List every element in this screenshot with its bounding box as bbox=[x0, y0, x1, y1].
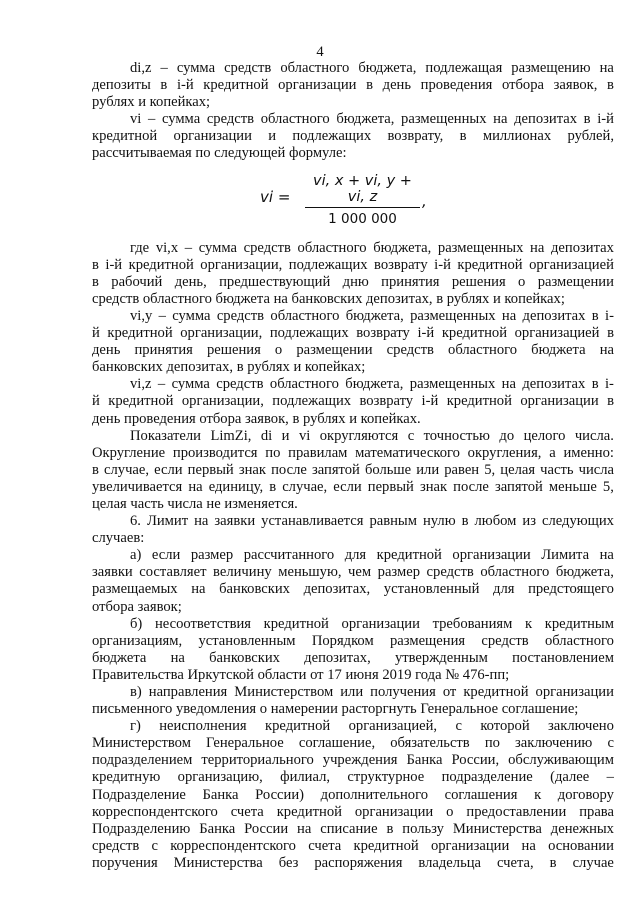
paragraph-item-6 bbox=[92, 513, 614, 547]
formula-vi bbox=[92, 168, 614, 232]
text-line: организациям, установленным Порядком размещения средств областного bbox=[92, 632, 614, 649]
formula-fraction bbox=[305, 173, 420, 227]
text-line: vi,y – сумма средств областного бюджета, размещенных на депозитах в i- bbox=[130, 307, 614, 324]
text-line: корреспондентского счета кредитной организации о предоставлении права bbox=[92, 803, 614, 820]
text-line: день проведения отбора заявок, в рублях и копейках. bbox=[92, 410, 421, 427]
paragraph-rounding bbox=[92, 428, 614, 513]
text-line: Министерством Генеральное соглашение, обязательств по заключению с bbox=[92, 735, 614, 752]
text-line: банковских депозитах, в рублях и копейках; bbox=[92, 359, 366, 376]
text-line: Подразделение Банка России) дополнительного соглашения к договору bbox=[92, 786, 614, 803]
text-line: Подразделению Банка России на списание в пользу Министерства денежных bbox=[92, 820, 614, 837]
text-line: день принятия решения о размещении средств областного бюджета на bbox=[92, 342, 614, 359]
text-line: рублях и копейках; bbox=[92, 94, 211, 111]
text-line: отбора заявок; bbox=[92, 598, 182, 615]
text-line: кредитной организации и подлежащих возврату, в миллионах рублей, bbox=[92, 128, 614, 145]
text-line: 6. Лимит на заявки устанавливается равным нулю в любом из следующих bbox=[130, 513, 614, 530]
paragraph-item-v bbox=[92, 684, 614, 718]
text-line: Округление производится по правилам математического округления, а именно: bbox=[92, 444, 614, 461]
paragraph-vi-x bbox=[92, 240, 614, 308]
text-line: Правительства Иркутской области от 17 июня 2019 года № 476-пп; bbox=[92, 666, 510, 683]
text-line: б) несоответствия кредитной организации требованиям к кредитным bbox=[130, 615, 614, 632]
text-line: средств с корреспондентского счета кредитной организации на основании bbox=[92, 837, 614, 854]
text-line: средств областного бюджета на банковских депозитах, в рублях и копейках; bbox=[92, 290, 565, 307]
formula-comma: , bbox=[422, 191, 427, 210]
document-body bbox=[92, 60, 614, 872]
text-line: где vi,x – сумма средств областного бюджета, размещенных на депозитах bbox=[130, 239, 614, 256]
text-line: й кредитной организации, подлежащих возврату i-й кредитной организации в bbox=[92, 393, 614, 410]
text-line: а) если размер рассчитанного для кредитной организации Лимита на bbox=[130, 547, 614, 564]
paragraph-item-a bbox=[92, 547, 614, 615]
text-line: депозиты в i-й кредитной организации в день проведения отбора заявок, в bbox=[92, 77, 614, 94]
text-line: в) направления Министерством или получения от кредитной организации bbox=[130, 684, 614, 700]
text-line: подразделением территориального учреждения Банка России, обслуживающим bbox=[92, 752, 614, 769]
text-line: vi – сумма средств областного бюджета, размещенных на депозитах в i-й bbox=[130, 111, 614, 128]
text-line: рассчитываемая по следующей формуле: bbox=[92, 145, 347, 162]
paragraph-item-g bbox=[92, 718, 614, 872]
formula-denominator: 1 000 000 bbox=[328, 210, 397, 227]
text-line: vi,z – сумма средств областного бюджета, размещенных на депозитах в i- bbox=[130, 376, 614, 393]
text-line: Показатели LimZi, di и vi округляются с точностью до целого числа. bbox=[130, 427, 614, 444]
text-line: й кредитной организации, подлежащих возврату i-й кредитной организацией в bbox=[92, 325, 614, 342]
text-line: поручения Министерства без распоряжения владельца счета, в случае bbox=[92, 854, 614, 871]
text-line: целая часть числа не изменяется. bbox=[92, 495, 298, 512]
text-line: в i-й кредитной организации, подлежащих возврату i-й кредитной организацией bbox=[92, 256, 614, 273]
text-line: кредитную организацию, филиал, структурное подразделение (далее – bbox=[92, 769, 614, 786]
text-line: в случае, если первый знак после запятой больше или равен 5, целая часть числа bbox=[92, 461, 614, 478]
text-line: di,z – сумма средств областного бюджета, подлежащая размещению на bbox=[130, 60, 614, 76]
page-number: 4 bbox=[316, 44, 324, 60]
paragraph-vi bbox=[92, 111, 614, 162]
formula-numerator: vi, x + vi, y + vi, z bbox=[305, 173, 420, 208]
paragraph-item-b bbox=[92, 616, 614, 684]
text-line: бюджета на банковских депозитах, утвержденным постановлением bbox=[92, 649, 614, 666]
text-line: в рабочий день, предшествующий дню принятия решения о размещении bbox=[92, 273, 614, 290]
text-line: случаев: bbox=[92, 530, 145, 547]
paragraph-di-z bbox=[92, 60, 614, 111]
formula-lhs: vi = bbox=[260, 187, 291, 206]
paragraph-vi-z bbox=[92, 376, 614, 427]
text-line: заявки составляет величину меньшую, чем размер средств областного бюджета, bbox=[92, 564, 614, 581]
text-line: г) неисполнения кредитной организацией, с которой заключено bbox=[130, 718, 614, 735]
text-line: размещаемых на банковских депозитах, установленный для предстоящего bbox=[92, 581, 614, 598]
text-line: письменного уведомления о намерении расторгнуть Генеральное соглашение; bbox=[92, 701, 579, 718]
paragraph-vi-y bbox=[92, 308, 614, 376]
text-line: увеличивается на единицу, в случае, если первый знак после запятой меньше 5, bbox=[92, 478, 614, 495]
